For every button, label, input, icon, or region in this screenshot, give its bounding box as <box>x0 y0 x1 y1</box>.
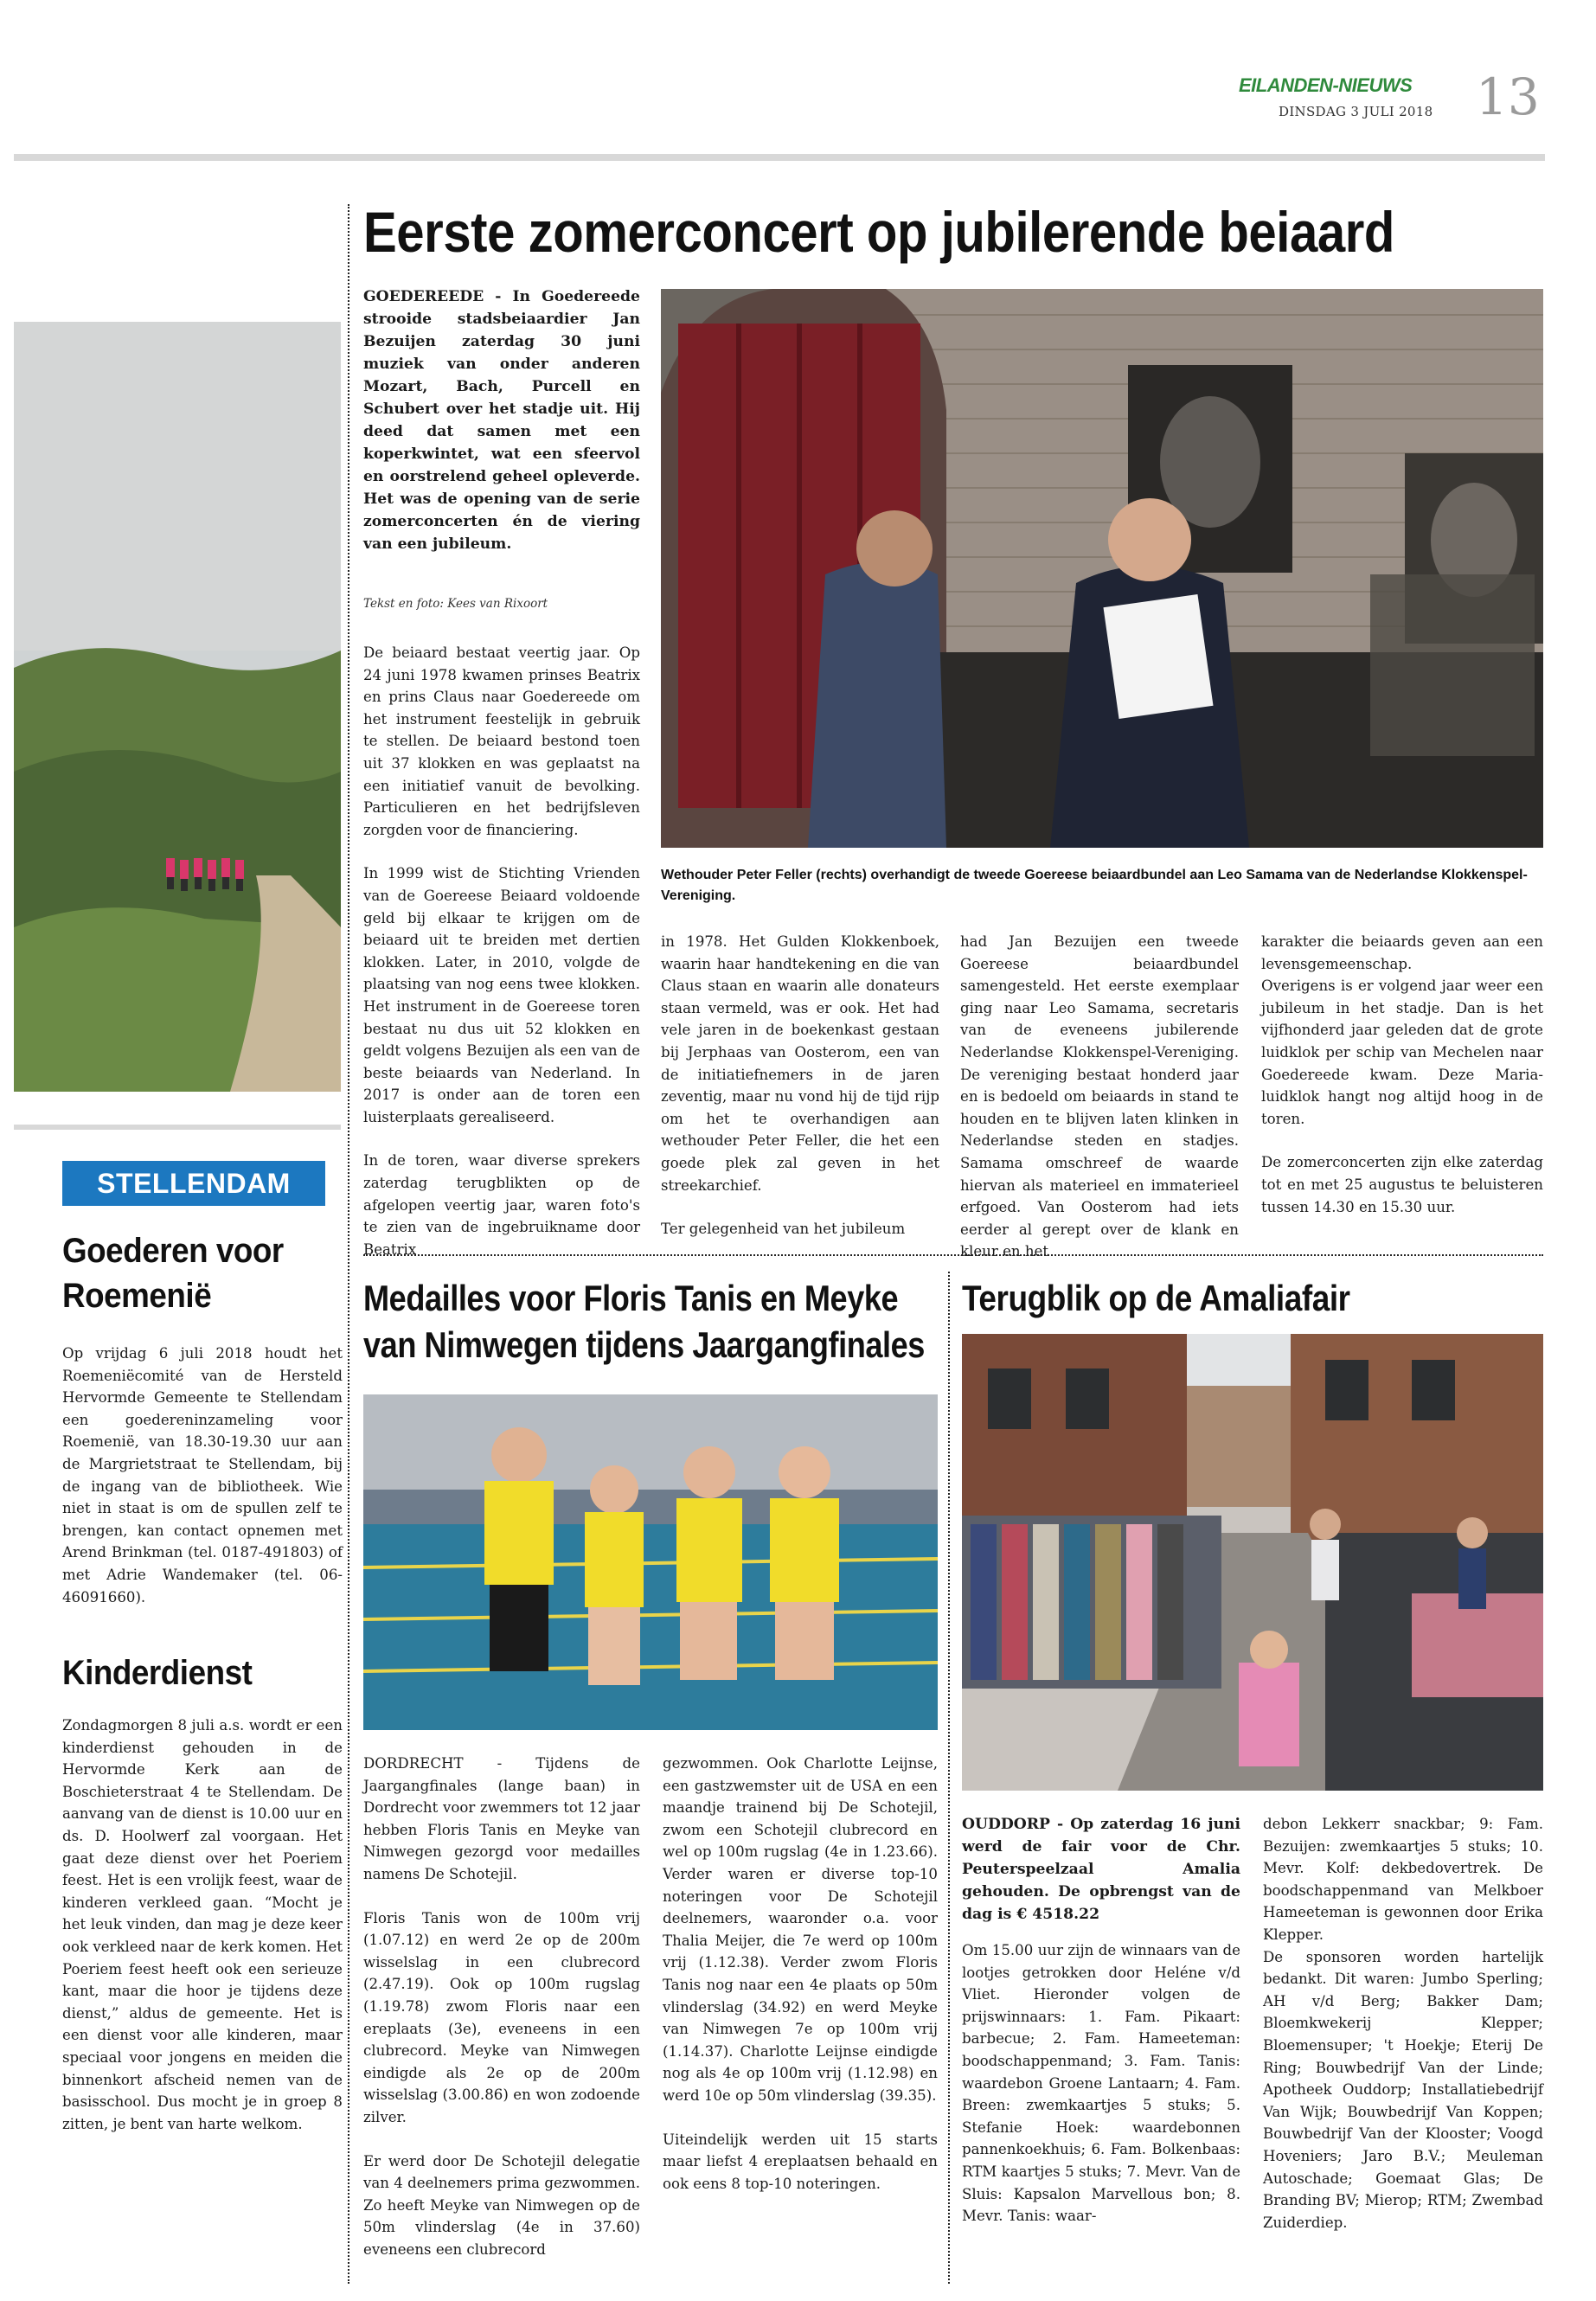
fair-article-title: Terugblik op de Amaliafair <box>962 1278 1350 1318</box>
swim-col2-p1: gezwommen. Ook Charlotte Leijnse, een gastzwemster uit de USA en een maandje trainend bij De Schotejil, zwom een Schotejil clubrecord en wel op 100m rugslag (4e in 1.23.66). Verder waren er diverse top-10 noteringen voor De Schotejil deelnemers, waaronder o.a. voor Thalia Meijer, die 7e werd op 100m vrij (1.12.38). Verder zwom Floris Tanis nog naar een 4e plaats op 50m vlinderslag (34.92) en werd Meyke van Nimwegen 7e op 100m vrij (1.14.37). Charlotte Leijnse eindigde nog als 4e op 100m vrij (1.12.98) en werd 10e op 50m vlinderslag (39.35). <box>663 1755 938 2104</box>
kinderdienst-title: Kinderdienst <box>62 1654 253 1692</box>
swim-fair-divider-rule <box>948 1272 950 2284</box>
swim-article-col2 <box>663 1753 938 2195</box>
swim-title-line1: Medailles voor Floris Tanis en Meyke <box>363 1278 899 1318</box>
roemenie-title-line1: Goederen voor <box>62 1232 284 1270</box>
main-article-bottom-rule <box>363 1254 1543 1256</box>
fair-article-col2 <box>1263 1813 1543 2234</box>
swim-article-title <box>363 1275 925 1368</box>
swim-article-col1 <box>363 1753 640 2260</box>
fair-article-lead: OUDDORP - Op zaterdag 16 juni werd de fair voor de Chr. Peuterspeelzaal Amalia gehouden. De opbrengst van de dag is € 4518.22 <box>962 1816 1240 1923</box>
swim-col1-p2: Floris Tanis won de 100m vrij (1.07.12) en werd 2e op de 200m wisselslag in een clubrecord (2.47.19). Ook op 100m rugslag (1.19.78) zwom Floris naar een ereplaats (3e), eveneens in een clubrecord. Meyke van Nimwegen eindigde als 2e op de 200m wisselslag (3.00.86) en won zodoende zilver. <box>363 1909 640 2125</box>
main-col1-p2: In 1999 wist de Stichting Vrienden van de Goereese Beiaard voldoende geld bij elkaar te krijgen om de beiaard uit te breiden met dertien klokken. Later, in 2010, volgde de plaatsing van nog eens twee klokken. Het instrument in de Goereese toren bestaat nu dus uit 52 klokken en geldt volgens Bezuijen als een van de beste beiaards van Nederland. In 2017 is onder aan de toren een luisterplaats gerealiseerd. <box>363 865 640 1125</box>
main-col4-p3: De zomerconcerten zijn elke zaterdag tot en met 25 augustus te beluisteren tussen 14.30 en 15.30 uur. <box>1261 1154 1543 1215</box>
kinderdienst-body: Zondagmorgen 8 juli a.s. wordt er een kinderdienst gehouden in de Hervormde Kerk aan de Boschieterstraat 4 te Stellendam. De aanvang van de dienst is 10.00 uur en ds. D. Hoolwerf zal voorgaan. Het gaat deze dienst over het Poeriem feest. Het is een vrolijk feest, waar de kinderen verkleed gaan. “Mocht je het leuk vinden, dan mag je deze keer ook verkleed naar de kerk komen. Het Poeriem feest heeft ook een serieuze kant, maar die hoor je tijdens deze dienst,” aldus de gemeente. Het is een dienst voor alle kinderen, maar speciaal voor jongens en meiden die binnenkort afscheid nemen van de basisschool. Dus mocht je in groep 8 zitten, je bent van harte welkom. <box>62 1717 343 2132</box>
main-col3-p1: had Jan Bezuijen een tweede Goereese beiaardbundel samengesteld. Het eerste exemplaar ging naar Leo Samama, secretaris van de eveneens jubilerende Nederlandse Klokkenspel-Vereniging. De vereniging bestaat honderd jaar en is bedoeld om beiaards in stand te houden en te blijven laten klinken in Nederlandse steden en stadjes. Samama omschreef de waarde hiervan als materieel en immaterieel erfgoed. Van Oosterom had iets eerder al gerept over de klank en kleur en het <box>960 933 1239 1260</box>
roemenie-article-body: Op vrijdag 6 juli 2018 houdt het Roemeniëcomité van de Hersteld Hervormde Gemeente te Stellendam een goedereninzameling voor Roemenië, van 18.30-19.30 uur aan de Margrietstraat te Stellendam, bij de ingang van de bibliotheek. Wie niet in staat is om de spullen zelf te brengen, kan contact opnemen met Arend Brinkman (tel. 0187-491803) of met Adrie Wandemaker (tel. 06-46091660). <box>62 1345 343 1606</box>
masthead-rule <box>14 154 1545 161</box>
main-article-col2 <box>661 931 939 1240</box>
main-col1-p1: De beiaard bestaat veertig jaar. Op 24 juni 1978 kwamen prinses Beatrix en prins Claus naar Goedereede om het instrument feestelijk in gebruik te stellen. De beiaard bestond toen uit 37 klokken en was geplaatst na een initiatief vanuit de bevolking. Particulieren en het bedrijfsleven zorgden voor de financiering. <box>363 644 640 838</box>
main-article-col1 <box>363 642 640 1260</box>
main-article-lead: GOEDEREEDE - In Goedereede strooide stadsbeiaardier Jan Bezuijen zaterdag 30 juni muziek van onder anderen Mozart, Bach, Purcell en Schubert over het stadje uit. Hij deed dat samen met een koperkwintet, wat een sfeervol en oorstrelend geheel opleverde. Het was de opening van de serie zomerconcerten én de viering van een jubileum. <box>363 288 640 553</box>
swimmers-photo-image <box>363 1394 938 1730</box>
fair-col2-p1: debon Lekkerr snackbar; 9: Fam. Bezuijen: zwemkaartjes 5 stuks; 10. Mevr. Kolf: dekbedovertrek. De boodschappenmand van Melkboer Hameeteman is gewonnen door Erika Klepper. <box>1263 1816 1543 1943</box>
fair-col2-p2: De sponsoren worden hartelijk bedankt. Dit waren: Jumbo Sperling; AH v/d Berg; Bakker Dam; Bloemkwekerij Klepper; Bloemensuper; 't Hoekje; Eterij De Ring; Bouwbedrijf Van der Linde; Apotheek Ouddorp; Installatiebedrijf Van Wijk; Bouwbedrijf Van Koppen; Bouwbedrijf Van der Klooster; Voogd Hoveniers; Jaro B.V.; Meuleman Autoschade; Goemaat Glas; De Branding BV; Mierop; RTM; Zwembad Zuiderdiep. <box>1263 1948 1543 2231</box>
swim-col1-p3: Er werd door De Schotejil delegatie van 4 deelnemers prima gezwommen. Zo heeft Meyke van Nimwegen op de 50m vlinderslag (4e in 37.60) eveneens een clubrecord <box>363 2152 640 2258</box>
main-col4-p2: Overigens is er volgend jaar weer een jubileum in het stadje. Dan is het vijfhonderd jaar geleden dat de grote luidklok per schip van Mechelen naar Goedereede kwam. Deze Maria-luidklok hangt nog altijd hoog in de toren. <box>1261 977 1543 1127</box>
swimmers-photo <box>363 1394 938 1730</box>
main-col1-p3: In de toren, waar diverse sprekers zaterdag terugblikten op de afgelopen veertig jaar, waren foto's te zien van de ingebruikname door Beatrix <box>363 1152 640 1258</box>
beiaard-photo-caption: Wethouder Peter Feller (rechts) overhandigt de tweede Goereese beiaardbundel aan Leo Samama van de Nederlandse Klokkenspel-Vereniging. <box>661 868 1528 903</box>
left-photo-underline <box>14 1125 341 1130</box>
fair-article-col1: Om 15.00 uur zijn de winnaars van de lootjes getrokken door Heléne v/d Vliet. Hieronder volgen de prijswinnaars: 1. Fam. Pikaart: barbecue; 2. Fam. Hameeteman: boodschappenmand; 3. Fam. Tanis: waardebon Groene Lantaarn; 4. Fam. Breen: zwemkaartjes 5 stuks; 5. Stefanie Hoek: waardebonnen pannenkoekhuis; 6. Fam. Bolkenbaas: RTM kaartjes 5 stuks; 7. Mevr. Van de Sluis: Kapsalon Marvellous bon; 8. Mevr. Tanis: waar- <box>962 1942 1240 2225</box>
fair-photo <box>962 1334 1543 1791</box>
swim-col1-p1: DORDRECHT - Tijdens de Jaargangfinales (lange baan) in Dordrecht voor zwemmers tot 12 jaar hebben Floris Tanis en Meyke van Nimwegen gezorgd voor medailles namens De Schotejil. <box>363 1755 640 1882</box>
main-article-col3 <box>960 931 1239 1263</box>
masthead-date: DINSDAG 3 JULI 2018 <box>1279 104 1433 119</box>
stellendam-section-label: STELLENDAM <box>62 1161 325 1206</box>
main-article-col4 <box>1261 931 1543 1218</box>
masthead-brand: EILANDEN-NIEUWS <box>1239 74 1413 96</box>
left-column-rule <box>348 204 349 2284</box>
dunes-photo <box>14 322 341 1092</box>
main-col4-p1: karakter die beiaards geven aan een levensgemeenschap. <box>1261 933 1543 972</box>
page-number: 13 <box>1476 67 1540 126</box>
main-article-title: Eerste zomerconcert op jubilerende beiaard <box>363 200 1394 264</box>
roemenie-article-title <box>62 1228 284 1318</box>
swim-title-line2: van Nimwegen tijdens Jaargangfinales <box>363 1324 925 1365</box>
beiaard-photo-image <box>661 289 1543 848</box>
main-article-credit: Tekst en foto: Kees van Rixoort <box>363 597 548 611</box>
beiaard-photo <box>661 289 1543 848</box>
main-col2-p2: Ter gelegenheid van het jubileum <box>661 1221 906 1238</box>
main-col2-p1: in 1978. Het Gulden Klokkenboek, waarin haar handtekening en die van Claus staan en waarin alle donateurs staan vermeld, was er ook. Het had vele jaren in de boekenkast gestaan bij Jerphaas van Oosterom, een van de initiatiefnemers in de jaren zeventig, maar nu vond hij de tijd rijp om het te overhandigen aan wethouder Peter Feller, die het een goede plek zal geven in het streekarchief. <box>661 933 939 1194</box>
dunes-photo-image <box>14 322 341 1092</box>
swim-col2-p2: Uiteindelijk werden uit 15 starts maar liefst 4 ereplaatsen behaald en ook eens 8 top-10 noteringen. <box>663 2131 938 2192</box>
fair-photo-image <box>962 1334 1543 1791</box>
roemenie-title-line2: Roemenië <box>62 1277 212 1315</box>
